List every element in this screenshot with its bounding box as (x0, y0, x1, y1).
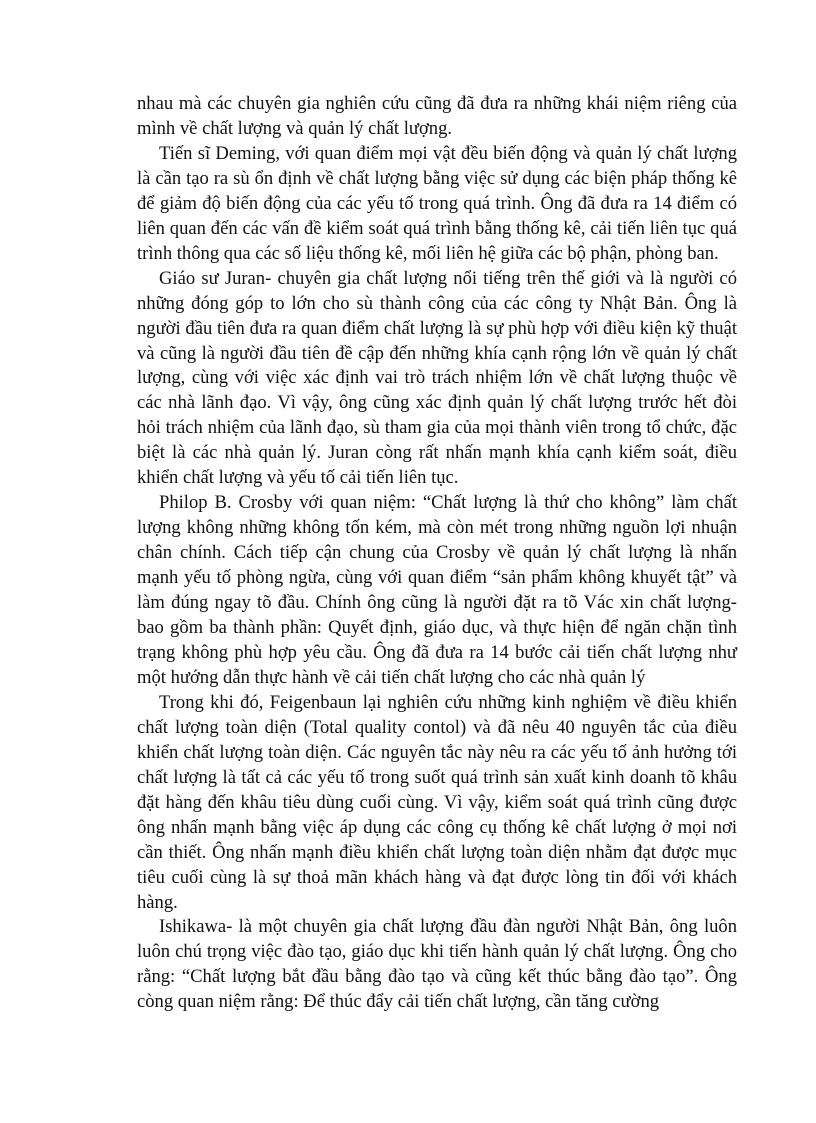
paragraph-ishikawa: Ishikawa- là một chuyên gia chất lượng đầu đàn người Nhật Bản, ông luôn luôn chú trọng việc đào tạo, giáo dục khi tiến hành quản lý chất lượng. Ông cho rằng: “Chất lượng bắt đầu bằng đào tạo và cũng kết thúc bằng đào tạo”. Ông còng quan niệm rằng: Để thúc đẩy cải tiến chất lượng, cần tăng cường (137, 916, 737, 1013)
paragraph-feigenbaun: Trong khi đó, Feigenbaun lại nghiên cứu những kinh nghiệm về điều khiển chất lượng toàn diện (Total quality contol) và đã nêu 40 nguyên tắc của điều khiển chất lượng toàn diện. Các nguyên tắc này nêu ra các yếu tố ảnh hưởng tới chất lượng là tất cả các yếu tố trong suốt quá trình sản xuất kinh doanh tõ khâu đặt hàng đến khâu tiêu dùng cuối cùng. Vì vậy, kiểm soát quá trình cũng được ông nhấn mạnh bằng việc áp dụng các công cụ thống kê chất lượng ở mọi nơi cần thiết. Ông nhấn mạnh điều khiển chất lượng toàn diện nhằm đạt được mục tiêu cuối cùng là sự thoả mãn khách hàng và đạt được lòng tin đối với khách hàng. (137, 691, 737, 913)
paragraph-juran: Giáo sư Juran- chuyên gia chất lượng nổi tiếng trên thế giới và là người có những đóng góp to lớn cho sù thành công của các công ty Nhật Bản. Ông là người đầu tiên đưa ra quan điểm chất lượng là sự phù hợp với điều kiện kỹ thuật và cũng là người đầu tiên đề cập đến những khía cạnh rộng lớn về quản lý chất lượng, cùng với việc xác định vai trò trách nhiệm lớn về chất lượng thuộc về các nhà lãnh đạo. Vì vậy, ông cũng xác định quản lý chất lượng trước hết đòi hỏi trách nhiệm của lãnh đạo, sù tham gia của mọi thành viên trong tổ chức, đặc biệt là các nhà quản lý. Juran còng rất nhấn mạnh khía cạnh kiểm soát, điều khiển chất lượng và yếu tố cải tiến liên tục. (137, 267, 737, 489)
paragraph-deming: Tiến sĩ Deming, với quan điểm mọi vật đều biến động và quản lý chất lượng là cần tạo ra sù ổn định về chất lượng bằng việc sử dụng các biện pháp thống kê để giảm độ biến động của các yếu tố trong quá trình. Ông đã đưa ra 14 điểm có liên quan đến các vấn đề kiểm soát quá trình bằng thống kê, cải tiến liên tục quá trình thông qua các số liệu thống kê, mối liên hệ giữa các bộ phận, phòng ban. (137, 142, 737, 264)
paragraph-crosby: Philop B. Crosby với quan niệm: “Chất lượng là thứ cho không” làm chất lượng không những không tốn kém, mà còn mét trong những nguồn lợi nhuận chân chính. Cách tiếp cận chung của Crosby về quản lý chất lượng là nhấn mạnh yếu tố phòng ngừa, cùng với quan điểm “sản phẩm không khuyết tật” và làm đúng ngay tõ đầu. Chính ông cũng là người đặt ra tõ Vác xin chất lượng- bao gồm ba thành phần: Quyết định, giáo dục, và thực hiện để ngăn chặn tình trạng không phù hợp yêu cầu. Ông đã đưa ra 14 bước cải tiến chất lượng như một hướng dẫn thực hành về cải tiến chất lượng cho các nhà quản lý (137, 492, 737, 688)
paragraph-intro-continuation: nhau mà các chuyên gia nghiên cứu cũng đã đưa ra những khái niệm riêng của mình về chất lượng và quản lý chất lượng. (137, 93, 737, 139)
document-body (137, 92, 737, 1015)
